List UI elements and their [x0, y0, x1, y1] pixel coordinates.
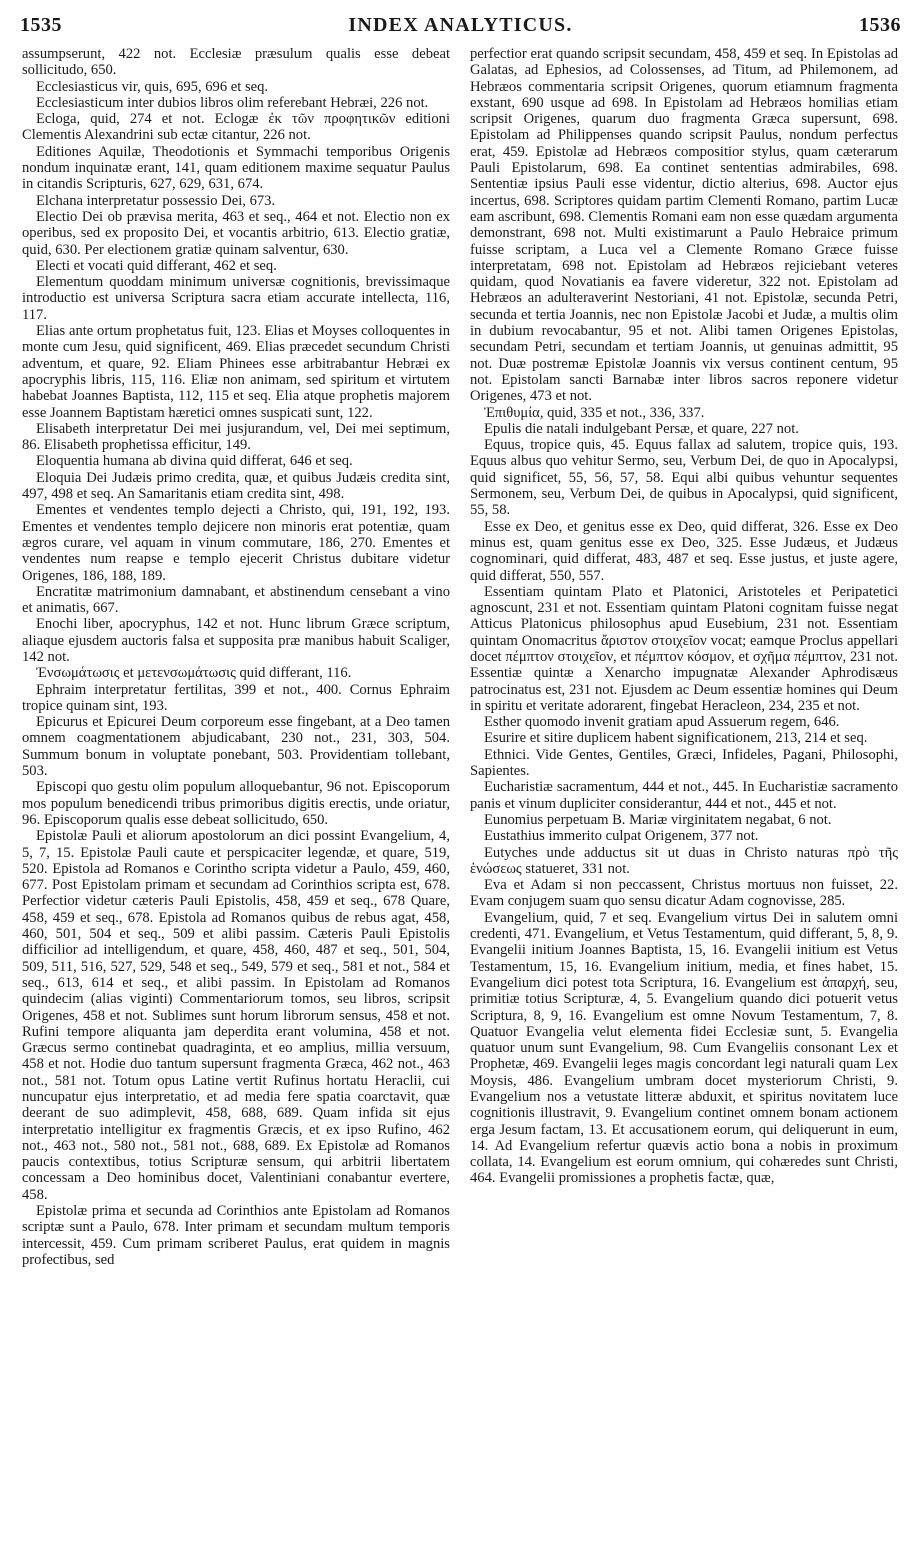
index-entry: Enochi liber, apocryphus, 142 et not. Hunc librum Græce scriptum, aliaque ejusdem auctoris falsa et supposita præ manibus habuit Scaliger, 142 not.: [22, 616, 450, 665]
index-entry: Eunomius perpetuam B. Mariæ virginitatem negabat, 6 not.: [484, 811, 832, 828]
index-entry: Ἐπιθυμία, quid, 335 et not., 336, 337.: [484, 404, 705, 421]
index-entry: Elementum quoddam minimum universæ cognitionis, brevissimaque introductio est universa Scriptura sacra etiam accurate intellecta, 116, 117.: [22, 274, 450, 323]
index-entry: Ecclesiasticus vir, quis, 695, 696 et seq.: [36, 78, 269, 95]
index-entry: Epicurus et Epicurei Deum corporeum esse fingebant, at a Deo tamen omnem coagmentationem abjudicabant, 230 not., 231, 303, 504. Summum bonum in voluptate ponebant, 503. Providentiam tollebant, 503.: [22, 714, 450, 780]
index-entry: Electio Dei ob prævisa merita, 463 et seq., 464 et not. Electio non ex operibus, sed ex proposito Dei, et vocantis arbitrio, 613. Electio gratiæ, quid, 630. Per electionem gratiæ quinam salventur, 630.: [22, 208, 450, 258]
index-entry: Epulis die natali indulgebant Persæ, et quare, 227 not.: [484, 420, 799, 437]
left-column: [22, 46, 450, 1554]
index-entry: Esther quomodo invenit gratiam apud Assuerum regem, 646.: [484, 714, 840, 731]
index-entry: Encratitæ matrimonium damnabant, et abstinendum censebant a vino et animatis, 667.: [22, 583, 450, 617]
index-entry: Ecclesiasticum inter dubios libros olim referebant Hebræi, 226 not.: [36, 94, 429, 111]
index-entry: Electi et vocati quid differant, 462 et seq.: [36, 257, 277, 274]
page-number-left: 1535: [20, 14, 62, 36]
index-entry: Elias ante ortum prophetatus fuit, 123. Elias et Moyses colloquentes in monte cum Jesu, quid significent, 469. Elias præcedet secundum Christi adventum, et quare, 92. Eliam Phinees esse arbitrabantur Hebræi ex apocryphis libris, 115, 116. Eliæ non animam, sed spiritum et virtutem habebat Joannes Baptista, 112, 115 et seq. Elia atque prophetis majorem esse Joannem Baptistam hæretici omnes suspicati sunt, 122.: [22, 323, 450, 421]
index-entry: Esse ex Deo, et genitus esse ex Deo, quid differat, 326. Esse ex Deo minus est, quam genitus esse ex Deo, 325. Esse Judæus, et Judæus cognominari, quid differat, 483, 487 et seq. Esse justus, et juste agere, quid differat, 550, 557.: [470, 518, 898, 584]
index-entry: Elisabeth interpretatur Dei mei jusjurandum, vel, Dei mei septimum, 86. Elisabeth prophetissa efficitur, 149.: [22, 420, 450, 454]
index-entry: Evangelium, quid, 7 et seq. Evangelium virtus Dei in salutem omni credenti, 471. Evangelium, et Vetus Testamentum, quid differant, 5, 8, 9. Evangelii initium Joannes Baptista, 15, 16. Evangelii initium est Vetus Testamentum, 15, 16. Evangelium initium, media, et fines habet, 15. Evangelium dici potest tota Scriptura, 16. Evangelium est ἀπαρχή, seu, primitiæ totius Scripturæ, 4, 5. Evangelium quando dici potuerit vetus Scriptura, 8, 9, 16. Evangelium est omne Novum Testamentum, 7, 8. Quatuor Evangelia velut elementa fidei Ecclesiæ sunt, 5. Evangelia quatuor unum sunt Evangelium, 98. Cum Evangeliis consonant Lex et Prophetæ, 469. Evangelii leges magis concordant legi naturali quam Lex Moysis, 486. Evangelium umbram docet mysteriorum Christi, 9. Evangelium nos a vetustate litteræ abduxit, et spiritus novitatem luce cognitionis illustravit, 9. Evangelium continet omnem bonam actionem erga Jesum factam, 13. Et accusationem eorum, qui deliquerunt in eum, 14. Ad Evangelium refertur quævis actio bona a nobis in proximum collata, 14. Evangelium est eorum omnium, qui cohæredes sunt Christi, 464. Evangelii promissiones a prophetis factæ, quæ,: [470, 909, 898, 1187]
index-entry: Ἐνσωμάτωσις et μετενσωμάτωσις quid differant, 116.: [36, 665, 352, 682]
index-entry: Editiones Aquilæ, Theodotionis et Symmachi temporibus Origenis nondum inquinatæ erant, 141, quam editionem maxime sequatur Paulus in citandis Scripturis, 627, 629, 631, 674.: [22, 143, 450, 193]
index-entry: Eloquia Dei Judæis primo credita, quæ, et quibus Judæis credita sint, 497, 498 et seq. An Samaritanis etiam credita sint, 498.: [22, 469, 450, 503]
index-entry: Elchana interpretatur possessio Dei, 673.: [36, 192, 276, 209]
index-entry: Ecloga, quid, 274 et not. Eclogæ ἐκ τῶν προφητικῶν editioni Clementis Alexandrini sub ectæ citantur, 226 not.: [22, 111, 450, 144]
index-entry: Eustathius immerito culpat Origenem, 377 not.: [484, 828, 759, 845]
index-entry: assumpserunt, 422 not. Ecclesiæ præsulum qualis esse debeat sollicitudo, 650.: [22, 46, 450, 79]
index-entry: Essentiam quintam Plato et Platonici, Aristoteles et Peripatetici agnoscunt, 231 et not. Essentiam quintam Platoni cognitam fuisse negat Atticus Platonicus philosophus apud Eusebium, 231 not. Essentiam quintam Onomacritus ἄριστον στοιχεῖον vocat; eamque Proclus appellari docet πέμπτον στοιχεῖον, et πέμπτον κόσμον, et σχῆμα πέμπτον, 231 not. Essentiæ quintæ a Xenarcho impugnatæ Alexander Aphrodisæus patrocinatus est, 231 not. Ejusdem ac Deum essentiæ homines qui Deum in spiritu et veritate adorarent, fingebat Heracleon, 234, 235 et not.: [470, 583, 898, 714]
index-entry: Eutyches unde adductus sit ut duas in Christo naturas πρὸ τῆς ἑνώσεως statueret, 331 not.: [470, 844, 898, 877]
page-number-right: 1536: [858, 14, 901, 36]
index-entry: Esurire et sitire duplicem habent significationem, 213, 214 et seq.: [484, 730, 868, 747]
index-entry: perfectior erat quando scripsit secundam, 458, 459 et seq. In Epistolas ad Galatas, ad Ephesios, ad Colossenses, ad Titum, ad Philemonem, ad Hebræos commentaria scripsit Origenes, quorum etiamnum fragmenta exstant, 690 usque ad 698. In Epistolam ad Hebræos homilias etiam scripsit Origenes, quarum duo fragmenta Græca supersunt, 698. Epistolam ad Philippenses quando scripsit Paulus, nondum perfectus erat, 459. Epistolæ ad Hebræos compositior stylus, quam cæterarum Pauli Epistolarum, 698. Ea continet sententias admirabiles, 698. Sententiæ ipsius Pauli esse videntur, dictio alterius, 698. Auctor ejus incertus, 698. Scriptores quidam partim Clementi Romano, partim Lucæ eam ascribunt, 698. Clementis Romani eam non esse quædam argumenta demonstrant, 698 not. Multi existimarunt a Paulo Hebraice primum fuisse scriptam, a Luca vel a Clemente Romano Græce fuisse interpretatam, 698 not. Epistolam ad Hebræos rejiciebant veteres quidam, quod Novatianis ea favere videretur, 322 not. Epistolam ad Hebræos an adulteraverint Nestoriani, 41 not. Epistolæ, secunda Petri, secunda et tertia Joannis, nec non Epistolæ Jacobi et Judæ, a multis olim in dubium revocabantur, 95 et not. Alibi tamen Origenes Epistolas, secundam Petri, secundam et tertiam Joannis, ut genuinas admittit, 95 not. Duæ postremæ Epistolæ Joannis vix versus continent centum, 95 not. Epistolam sancti Barnabæ inter libros sacros reponere videtur Origenes, 473 et not.: [470, 46, 898, 405]
index-entry: Eucharistiæ sacramentum, 444 et not., 445. In Eucharistiæ sacramento panis et vinum dupliciter considerantur, 444 et not., 445 et not.: [470, 779, 898, 812]
index-entry: Episcopi quo gestu olim populum alloquebantur, 96 not. Episcoporum mos populum benedicendi tribus primoribus digitis erectis, unde oriatur, 96. Episcoporum qualis esse debeat sollicitudo, 650.: [22, 779, 450, 828]
running-title: INDEX ANALYTICUS.: [348, 14, 573, 36]
page-header: [20, 14, 901, 42]
index-entry: Eva et Adam si non peccassent, Christus mortuus non fuisset, 22. Evam conjugem suam quo sensu dicatur Adam cognovisse, 285.: [470, 877, 898, 910]
index-entry: Ementes et vendentes templo dejecti a Christo, qui, 191, 192, 193. Ementes et vendentes templo dejicere non minoris erat potentiæ, quam ægros curare, vel aquam in vinum commutare, 186, 270. Ementes et vendentes num reapse e templo ejecerit Christus dubitare videtur Origenes, 186, 188, 189.: [22, 502, 450, 584]
index-entry: Ephraim interpretatur fertilitas, 399 et not., 400. Cornus Ephraim tropice quinam sint, 193.: [22, 681, 450, 714]
index-entry: Equus, tropice quis, 45. Equus fallax ad salutem, tropice quis, 193. Equus albus quo vehitur Sermo, seu, Verbum Dei, de quo in Apocalypsi, quid significet, 55, 56, 57, 58. Equi albi quibus vehuntur sequentes Sermonem, seu, Verbum Dei, de quibus in Apocalypsi, quid significent, 55, 58.: [470, 437, 898, 519]
index-entry: Ethnici. Vide Gentes, Gentiles, Græci, Infideles, Pagani, Philosophi, Sapientes.: [470, 746, 898, 780]
index-columns: [22, 46, 898, 1554]
right-column: [470, 46, 898, 1554]
index-entry: Epistolæ Pauli et aliorum apostolorum an dici possint Evangelium, 4, 5, 7, 15. Epistolæ Pauli caute et perspicaciter legendæ, et quare, 519, 520. Epistola ad Romanos e Corintho scripta videtur a Paulo, 459, 460, 677. Post Epistolam primam et secundam ad Corinthios scripta est, 678. Perfectior videtur cæteris Pauli Epistolis, 458, 459 et seq., 678 Quare, 458, 459 et seq., 678. Epistola ad Romanos quibus de rebus agat, 458, 460, 501, 504 et seq., 509 et alibi passim. Cæteris Pauli Epistolis difficilior ad intelligendum, et quare, 458, 460, 487 et seq., 501, 504, 509, 511, 516, 527, 529, 548 et seq., 549, 579 et seq., 581 et not., 584 et seq., 613, 614 et seq., et alibi passim. In Epistolam ad Romanos quindecim (alias viginti) Commentariorum tomos, seu libros, scripsit Origenes, 458 et not. Sublimes sunt horum librorum sensus, 458 et not. Rufini tempore aliquanta jam deperdita erant volumina, 458 et not. Græcus sermo continebat quadraginta, et eo amplius, millia versuum, 458 et not. Hodie duo tantum supersunt fragmenta Græca, 462 not., 463 not., 581 not. Totum opus Latine vertit Rufinus hortatu Heraclii, cui nuncupatur ejus interpretatio, et ad media fere spatia coarctavit, quæ deerant de suo adimplevit, 458, 688, 689. Quam infida sit ejus interpretatio intelligitur ex fragmentis Græcis, et ex ipso Rufino, 462 not., 463 not., 580 not., 581 not., 688, 689. Ex Epistolæ ad Romanos paucis contextibus, totius Scripturæ sensum, qui arbitrii libertatem concessam a Deo hominibus docet, Valentiniani conabantur evertere, 458.: [22, 828, 450, 1203]
index-entry: Epistolæ prima et secunda ad Corinthios ante Epistolam ad Romanos scriptæ sunt a Paulo, 678. Inter primam et secundam multum temporis intercessit, 459. Cum primam scriberet Paulus, erat quidem in magnis profectibus, sed: [22, 1203, 450, 1268]
index-entry: Eloquentia humana ab divina quid differat, 646 et seq.: [36, 453, 353, 470]
